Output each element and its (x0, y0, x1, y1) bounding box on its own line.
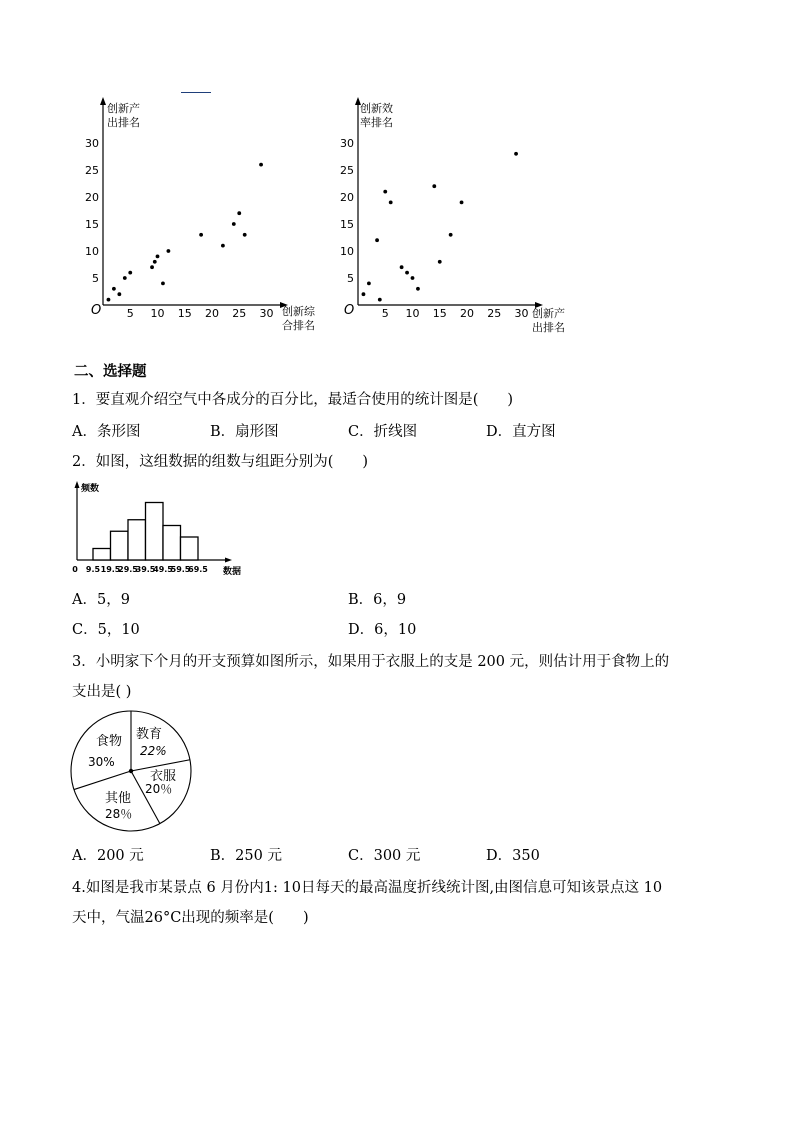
scatter-left-ylabel-2: 出排名 (107, 116, 140, 129)
scatter-right-point (416, 287, 420, 291)
scatter-left-ytick: 5 (92, 272, 99, 285)
pie-chart (70, 710, 195, 835)
q1-option-c[interactable]: C．折线图 (348, 424, 418, 440)
scatter-left-origin: O (91, 303, 102, 318)
scatter-right-ylabel-1: 创新效 (360, 102, 393, 115)
scatter-left-point (128, 271, 132, 275)
histogram-xtick: 0 (72, 565, 78, 574)
histogram-bar (111, 531, 129, 560)
q1-option-a[interactable]: A．条形图 (72, 424, 141, 440)
pie-center (129, 769, 133, 773)
scatter-right-point (438, 260, 442, 264)
q3-option-c[interactable]: C．300 元 (348, 848, 421, 864)
pie-label-food-pct: 30% (88, 755, 115, 769)
q3-option-b[interactable]: B．250 元 (210, 848, 282, 864)
pie-label-other-pct: 28％ (105, 807, 133, 821)
scatter-left-xtick: 15 (177, 307, 192, 320)
top-divider-line (181, 92, 211, 93)
scatter-left-point (259, 163, 263, 167)
pie-label-clothes-pct: 20％ (145, 782, 173, 796)
scatter-right-point (514, 152, 518, 156)
scatter-right-xtick: 15 (432, 307, 447, 320)
histogram-chart (65, 480, 250, 580)
scatter-right-point (367, 282, 371, 286)
q3-option-a[interactable]: A．200 元 (72, 848, 144, 864)
scatter-chart-right (340, 95, 585, 340)
scatter-right-ytick: 30 (340, 137, 354, 150)
histogram-xtick: 29.5 (118, 565, 138, 574)
histogram-xtick: 39.5 (135, 565, 156, 574)
histogram-xtick: 69.5 (188, 565, 208, 574)
scatter-right-ytick: 20 (340, 191, 354, 204)
scatter-left-point (117, 292, 121, 296)
q3-option-d[interactable]: D．350 (486, 848, 540, 864)
scatter-left-ytick: 20 (85, 191, 99, 204)
scatter-right-ytick: 5 (347, 272, 354, 285)
scatter-left-xlabel-2: 合排名 (282, 319, 315, 332)
scatter-right-point (362, 292, 366, 296)
scatter-left-point (150, 265, 154, 269)
pie-label-edu-name: 教育 (136, 727, 163, 742)
scatter-right-point (432, 184, 436, 188)
scatter-right-point (383, 190, 387, 194)
scatter-chart-left (85, 95, 325, 340)
scatter-left-point (112, 287, 116, 291)
pie-label-food-name: 食物 (96, 734, 123, 749)
scatter-right-xtick: 5 (381, 307, 389, 320)
histogram-xtick: 59.5 (170, 565, 191, 574)
scatter-left-ytick: 30 (85, 137, 99, 150)
scatter-right-point (449, 233, 453, 237)
histogram-ylabel: 频数 (81, 484, 100, 494)
histogram-xtick: 9.5 (85, 565, 101, 574)
scatter-left-xtick: 25 (232, 307, 247, 320)
q2-option-a[interactable]: A．5，9 (72, 592, 130, 608)
scatter-left-point (221, 244, 225, 248)
q1-text: 1．要直观介绍空气中各成分的百分比，最适合使用的统计图是( ) (72, 392, 514, 408)
scatter-right-point (400, 265, 404, 269)
pie-label-clothes-name: 衣服 (150, 769, 177, 784)
scatter-left-xtick: 5 (126, 307, 134, 320)
scatter-right-xlabel-2: 出排名 (532, 321, 565, 334)
scatter-left-ylabel-1: 创新产 (107, 102, 140, 115)
scatter-right-xlabel-1: 创新产 (532, 307, 565, 320)
scatter-left-point (156, 255, 160, 259)
histogram-xtick: 19.5 (100, 565, 121, 574)
q2-option-c[interactable]: C．5，10 (72, 622, 140, 638)
scatter-right-origin: O (344, 303, 355, 318)
scatter-left-xtick: 30 (259, 307, 274, 320)
scatter-left-point (107, 298, 111, 302)
scatter-left-xtick: 20 (205, 307, 219, 320)
scatter-left-point (237, 211, 241, 215)
histogram-xtick: 49.5 (153, 565, 173, 574)
scatter-left-ytick: 25 (85, 164, 99, 177)
scatter-right-point (411, 276, 415, 280)
scatter-left-ytick: 15 (85, 218, 99, 231)
q3-text-line2: 支出是( ) (72, 684, 132, 700)
histogram-x-arrow (225, 558, 232, 563)
histogram-y-arrow (75, 481, 80, 488)
scatter-right-point (389, 201, 393, 205)
histogram-bar (181, 537, 199, 560)
pie-label-edu-pct: 22% (140, 744, 167, 758)
scatter-left-xtick: 10 (150, 307, 165, 320)
scatter-left-point (199, 233, 203, 237)
scatter-right-axes (358, 99, 540, 305)
scatter-left-y-arrow (100, 97, 106, 105)
scatter-left-point (167, 249, 171, 253)
histogram-xlabel: 数据 (223, 567, 242, 577)
q1-option-d[interactable]: D．直方图 (486, 424, 556, 440)
pie-label-other-name: 其他 (105, 791, 132, 806)
scatter-right-xtick: 10 (405, 307, 420, 320)
histogram-bar (93, 549, 111, 561)
scatter-right-ytick: 25 (340, 164, 354, 177)
scatter-right-point (378, 298, 382, 302)
scatter-right-xtick: 20 (460, 307, 474, 320)
scatter-right-xtick: 25 (487, 307, 502, 320)
histogram-bar (128, 520, 146, 560)
scatter-right-point (460, 201, 464, 205)
section-title: 二、选择题 (74, 363, 147, 380)
q2-option-b[interactable]: B．6，9 (348, 592, 407, 608)
histogram-bar (146, 503, 164, 561)
q4-text-line2: 天中，气温26°C出现的频率是( ) (72, 910, 309, 926)
scatter-right-xtick: 30 (514, 307, 529, 320)
scatter-left-point (232, 222, 236, 226)
scatter-left-point (153, 260, 157, 264)
q2-text: 2．如图，这组数据的组数与组距分别为( ) (72, 454, 369, 470)
scatter-left-xlabel-1: 创新综 (282, 305, 315, 318)
q4-text-line1: 4.如图是我市某景点 6 月份内1: 10日每天的最高温度折线统计图,由图信息可知该景点这 10 (72, 880, 663, 896)
q3-text-line1: 3．小明家下个月的开支预算如图所示，如果用于衣服上的支是 200 元，则估计用于食物上的 (72, 654, 670, 670)
scatter-left-ytick: 10 (85, 245, 99, 258)
q2-option-d[interactable]: D．6，10 (348, 622, 417, 638)
scatter-left-point (161, 282, 165, 286)
histogram-bar (163, 526, 181, 561)
q1-option-b[interactable]: B．扇形图 (210, 424, 279, 440)
scatter-right-point (405, 271, 409, 275)
scatter-right-ytick: 10 (340, 245, 354, 258)
scatter-right-ylabel-2: 率排名 (360, 116, 393, 129)
scatter-left-point (243, 233, 247, 237)
scatter-right-point (375, 238, 379, 242)
scatter-left-point (123, 276, 127, 280)
scatter-right-ytick: 15 (340, 218, 354, 231)
